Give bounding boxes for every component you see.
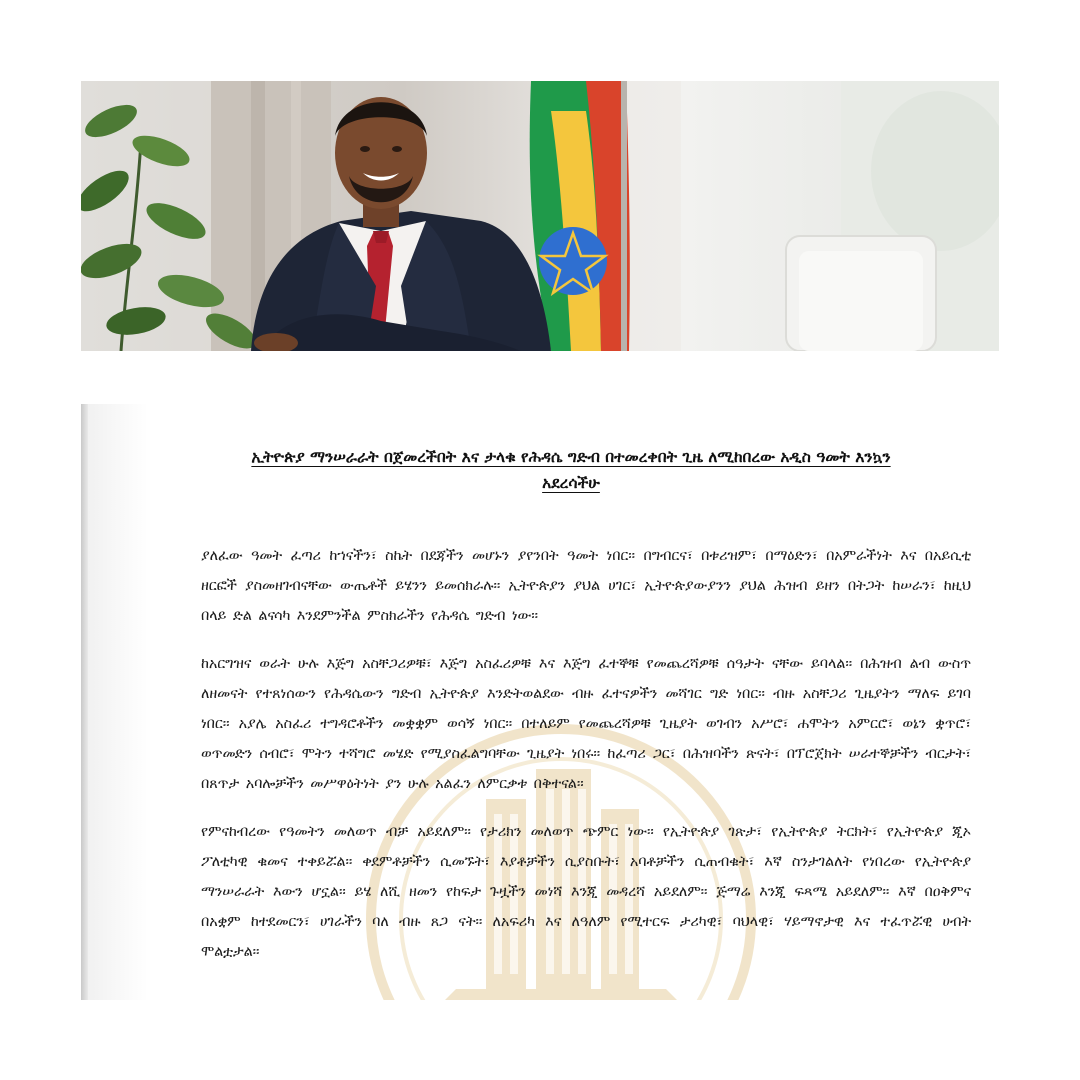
- portrait-photo: [81, 81, 999, 351]
- chair-icon: [786, 236, 936, 351]
- document-body: [201, 541, 971, 985]
- page-edge: [81, 404, 88, 1000]
- paragraph-1: ያለፈው ዓመት ፈጣሪ ከኀናችን፣ ስኬት በደጃችን መሆኑን ያየንበት ዓመት ነበር፡፡ በግብርና፣ በቱሪዝም፣ በማዕድን፣ በአምራችነት እና በአይሲቲ ዘርፎች ያስመዘገብናቸው ውጤቶች ይሄንን ይመሰክራሉ፡፡ ኢትዮጵያን ያህል ሀገር፣ ኢትዮጵያውያንን ያህል ሕዝብ ይዘን በትጋት ከሠራን፣ ከዚህ በላይ ድል ልናሳካ እንደምንችል ምስክራችን የሕዳሴ ግድብ ነው፡፡: [201, 548, 971, 624]
- flag-icon: [530, 81, 630, 351]
- paragraph-2: ከአርግዝና ወራት ሁሉ እጅግ አስቸጋሪዎቹ፣ እጅግ አስፈሪዎቹ እና እጅግ ፈተኞቹ የመጨረሻዎቹ ሰዓታት ናቸው ይባላል፡፡ በሕዝብ ልብ ውስጥ ለዘመናት የተጸነሰውን የሕዳሴውን ግድብ ኢትዮጵያ እንድትወልደው ብዙ ፈተናዎችን መሻገር ግድ ነበር፡፡ ብዙ አስቸጋሪ ጊዜያትን ማለፍ ይገባ ነበር፡፡ አያሌ አስፈሪ ተግዳሮቶችን መቋቋም ወሳኝ ነበር፡፡ በተለይም የመጨረሻዎቹ ጊዜያት ወገብን አሥሮ፣ ሐሞትን አምርሮ፣ ወኔን ቋጥሮ፣ ወጥመድን ሰብሮ፣ ሞትን ተሻግሮ መሄድ የሚያስፈልግባቸው ጊዜያት ነበሩ፡፡ ከፈጣሪ ጋር፣ በሕዝባችን ጽናት፣ በፕሮጀክት ሠራተኞቻችን ብርታት፣ በጸጥታ አባሎቻችን መሥዋዕትነት ያን ሁሉ አልፈን ለምርቃቱ በቅተናል፡፡: [201, 656, 972, 792]
- page-shadow: [88, 404, 148, 1000]
- document-title: ኢትዮጵያ ማንሠራራት በጀመረችበት እና ታላቁ የሕዳሴ ግድብ በተመረቀበት ጊዜ ለሚከበረው አዲስ ዓመት እንኳን አደረሳችሁ: [251, 448, 891, 492]
- header-photo: [81, 81, 999, 351]
- paragraph-3: የምናከብረው የዓመትን መለወጥ ብቻ አይደለም፡፡ የታሪክን መለወጥ ጭምር ነው፡፡ የኢትዮጵያ ገጽታ፣ የኢትዮጵያ ትርክት፣ የኢትዮጵያ ጂኦ ፖለቲካዊ ቁመና ተቀይሯል፡፡ ቀደምቶቻችን ሲመኙት፣ እያቶቻችን ሲያስቡት፣ አባቶቻችን ሲጠብቁት፣ እኛ ስንታገልለት የነበረው የኢትዮጵያ ማንሠራራት እውን ሆኗል፡፡ ይሄ ለሺ ዘመን የከፍታ ጉዟችን መነሻ እንጂ መዳረሻ አይደለም፡፡ ጅማሬ እንጂ ፍጻሜ አይደለም፡፡ እኛ በዐቅምና በአቋም ከተደመርን፣ ሀገራችን ባለ ብዙ ጸጋ ናት፡፡ ለአፍሪካ እና ለዓለም የሚተርፍ ታሪካዊ፣ ባህላዊ፣ ሃይማኖታዊ እና ተፈጥሯዊ ሀብት ሞልቷታል፡፡: [201, 824, 971, 960]
- document-page: [81, 404, 999, 1000]
